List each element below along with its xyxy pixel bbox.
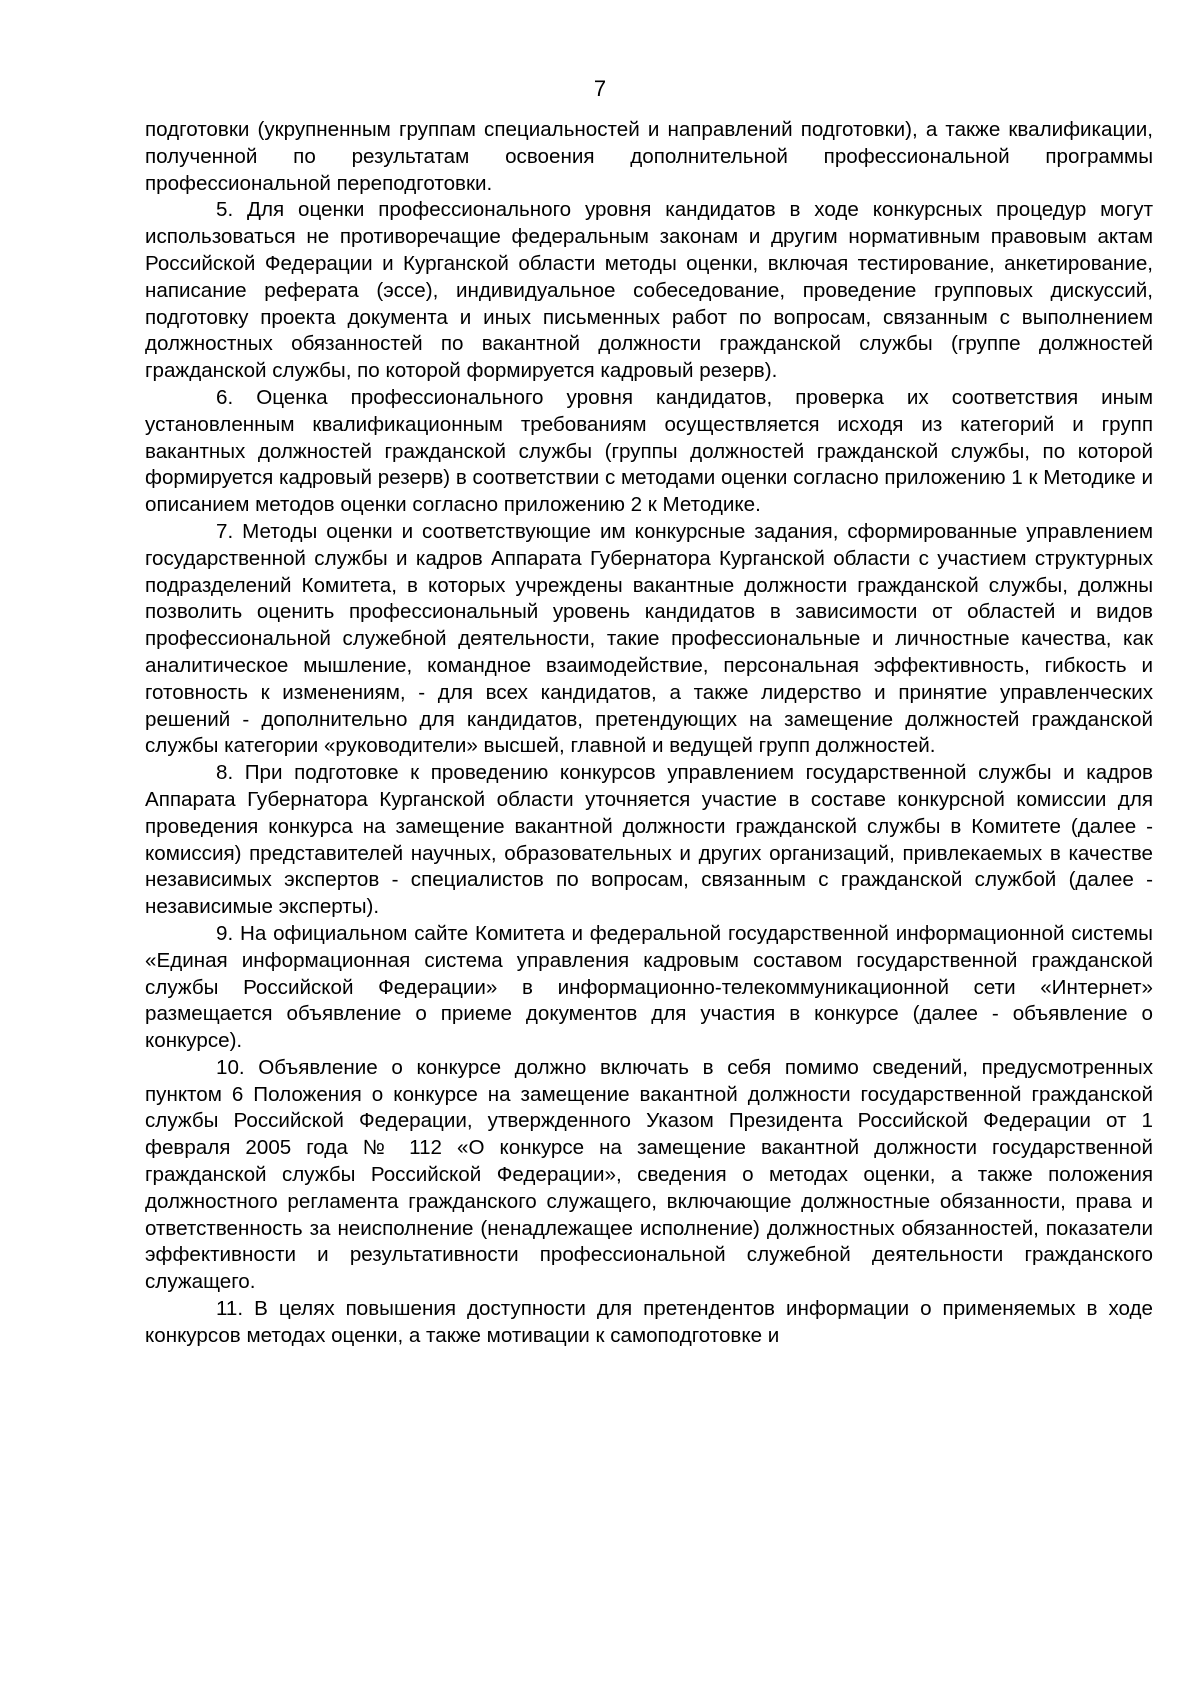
- paragraph-item-10: 10. Объявление о конкурсе должно включать в себя помимо сведений, предусмотренных пунктом 6 Положения о конкурсе на замещение вакантной должности государственной гражданской службы Российской Федерации, утвержденного Указом Президента Российской Федерации от 1 февраля 2005 года № 112 «О конкурсе на замещение вакантной должности государственной гражданской службы Российской Федерации», сведения о методах оценки, а также положения должностного регламента гражданского служащего, включающие должностные обязанности, права и ответственность за неисполнение (ненадлежащее исполнение) должностных обязанностей, показатели эффективности и результативности профессиональной служебной деятельности гражданского служащего.: [145, 1055, 1153, 1294]
- paragraph-item-11: 11. В целях повышения доступности для претендентов информации о применяемых в ходе конкурсов методах оценки, а также мотивации к самоподготовке и: [145, 1297, 1153, 1347]
- paragraph-item-5: 5. Для оценки профессионального уровня кандидатов в ходе конкурсных процедур могут использоваться не противоречащие федеральным законам и другим нормативным правовым актам Российской Федерации и Курганской области методы оценки, включая тестирование, анкетирование, написание реферата (эссе), индивидуальное собеседование, проведение групповых дискуссий, подготовку проекта документа и иных письменных работ по вопросам, связанным с выполнением должностных обязанностей по вакантной должности гражданской службы (группе должностей гражданской службы, по которой формируется кадровый резерв).: [145, 198, 1153, 383]
- paragraph-item-9: 9. На официальном сайте Комитета и федеральной государственной информационной системы «Единая информационная система управления кадровым составом государственной гражданской службы Российской Федерации» в информационно-телекоммуникационной сети «Интернет» размещается объявление о приеме документов для участия в конкурсе (далее - объявление о конкурсе).: [145, 921, 1153, 1053]
- paragraph-item-8: 8. При подготовке к проведению конкурсов управлением государственной службы и кадров Аппарата Губернатора Курганской области уточняется участие в составе конкурсной комиссии для проведения конкурса на замещение вакантной должности гражданской службы в Комитете (далее - комиссия) представителей научных, образовательных и других организаций, привлекаемых в качестве независимых экспертов - специалистов по вопросам, связанным с гражданской службой (далее - независимые эксперты).: [145, 761, 1153, 919]
- paragraph-item-6: 6. Оценка профессионального уровня кандидатов, проверка их соответствия иным установленным квалификационным требованиям осуществляется исходя из категорий и групп вакантных должностей гражданской службы (группы должностей гражданской службы, по которой формируется кадровый резерв) в соответствии с методами оценки согласно приложению 1 к Методике и описанием методов оценки согласно приложению 2 к Методике.: [145, 385, 1153, 517]
- paragraph-item-7: 7. Методы оценки и соответствующие им конкурсные задания, сформированные управлением государственной службы и кадров Аппарата Губернатора Курганской области с участием структурных подразделений Комитета, в которых учреждены вакантные должности гражданской службы, должны позволить оценить профессиональный уровень кандидатов в зависимости от областей и видов профессиональной служебной деятельности, такие профессиональные и личностные качества, как аналитическое мышление, командное взаимодействие, персональная эффективность, гибкость и готовность к изменениям, - для всех кандидатов, а также лидерство и принятие управленческих решений - дополнительно для кандидатов, претендующих на замещение должностей гражданской службы категории «руководители» высшей, главной и ведущей групп должностей.: [145, 519, 1153, 758]
- paragraph-continuation: подготовки (укрупненным группам специальностей и направлений подготовки), а также квалификации, полученной по результатам освоения дополнительной профессиональной программы профессиональной переподготовки.: [145, 118, 1153, 195]
- document-body: [145, 117, 1153, 1350]
- page-number: 7: [593, 76, 607, 101]
